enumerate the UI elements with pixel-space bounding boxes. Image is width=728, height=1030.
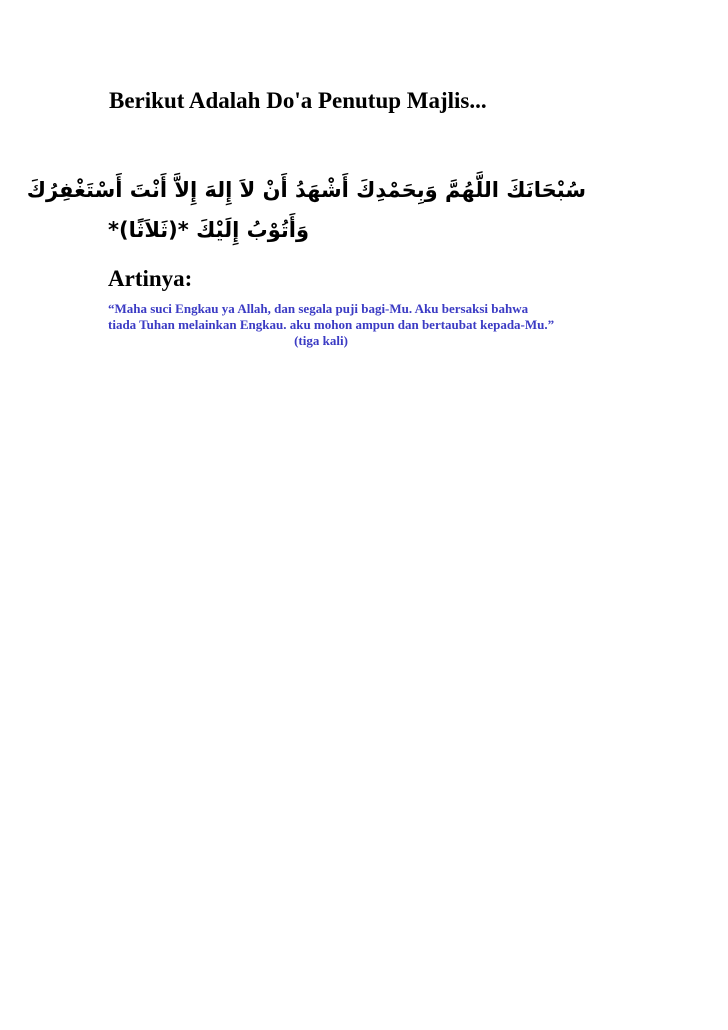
- translation-line-1: “Maha suci Engkau ya Allah, dan segala puji bagi-Mu. Aku bersaksi bahwa: [108, 301, 529, 316]
- translation-line-2: tiada Tuhan melainkan Engkau. aku mohon ampun dan bertaubat kepada-Mu.”: [108, 317, 555, 332]
- document-title: Berikut Adalah Do'a Penutup Majlis...: [109, 88, 487, 113]
- artinya-heading: Artinya:: [108, 266, 193, 291]
- translation-block: [108, 301, 628, 349]
- arabic-prayer: [26, 170, 586, 250]
- arabic-prayer-line-2: وَأَتُوْبُ إِلَيْكَ *(ثَلاَثًا)*: [108, 218, 309, 242]
- translation-note: (tiga kali): [294, 333, 348, 348]
- arabic-prayer-line-1: سُبْحَانَكَ اللَّهُمَّ وَبِحَمْدِكَ أَشْهَدُ أَنْ لاَ إِلهَ إِلاَّ أَنْتَ أَسْتَغْفِرُكَ: [26, 178, 586, 202]
